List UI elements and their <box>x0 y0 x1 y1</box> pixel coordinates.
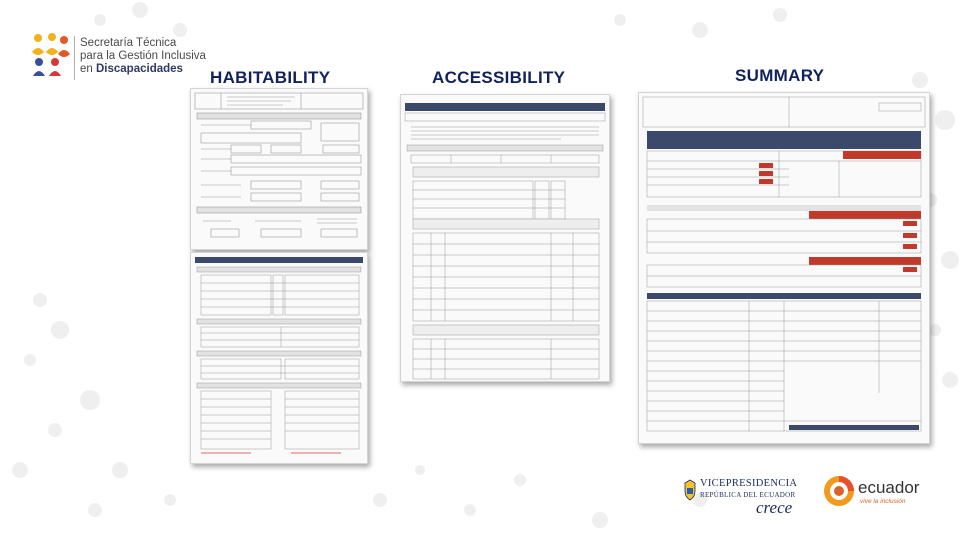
logo-divider <box>74 36 75 80</box>
ecuador-logo <box>822 474 942 514</box>
ecuador-tagline: vive la inclusión <box>860 498 906 505</box>
vicepresidencia-logo <box>680 474 810 524</box>
organization-line-2: para la Gestión Inclusiva <box>80 50 206 62</box>
ecuador-wordmark: ecuador <box>858 478 920 497</box>
vicepresidencia-subtitle: REPÚBLICA DEL ECUADOR <box>700 491 796 499</box>
accessibility-form-content <box>401 95 609 381</box>
vicepresidencia-slogan: crece <box>756 498 793 517</box>
coat-of-arms-icon <box>682 478 698 502</box>
organization-line-3 <box>80 63 206 76</box>
habitability-form-page-2 <box>190 252 368 464</box>
organization-line-1: Secretaría Técnica <box>80 37 177 49</box>
summary-form <box>638 92 930 444</box>
ecuador-swirl-icon <box>822 474 856 508</box>
habitability-form-page-1 <box>190 88 368 250</box>
habitability-form-page-2-content <box>191 253 367 463</box>
organization-logo <box>30 32 210 82</box>
accessibility-form <box>400 94 610 382</box>
section-title-habitability: HABITABILITY <box>210 68 331 87</box>
section-title-accessibility: ACCESSIBILITY <box>432 68 566 87</box>
vicepresidencia-title: VICEPRESIDENCIA <box>700 478 798 489</box>
organization-name <box>80 37 206 76</box>
organization-line-3-bold: Discapacidades <box>96 63 183 75</box>
summary-form-content <box>639 93 929 443</box>
habitability-form-page-1-content <box>191 89 367 249</box>
people-icon <box>30 32 72 80</box>
organization-line-3-prefix: en <box>80 63 96 75</box>
section-title-summary: SUMMARY <box>735 66 825 85</box>
